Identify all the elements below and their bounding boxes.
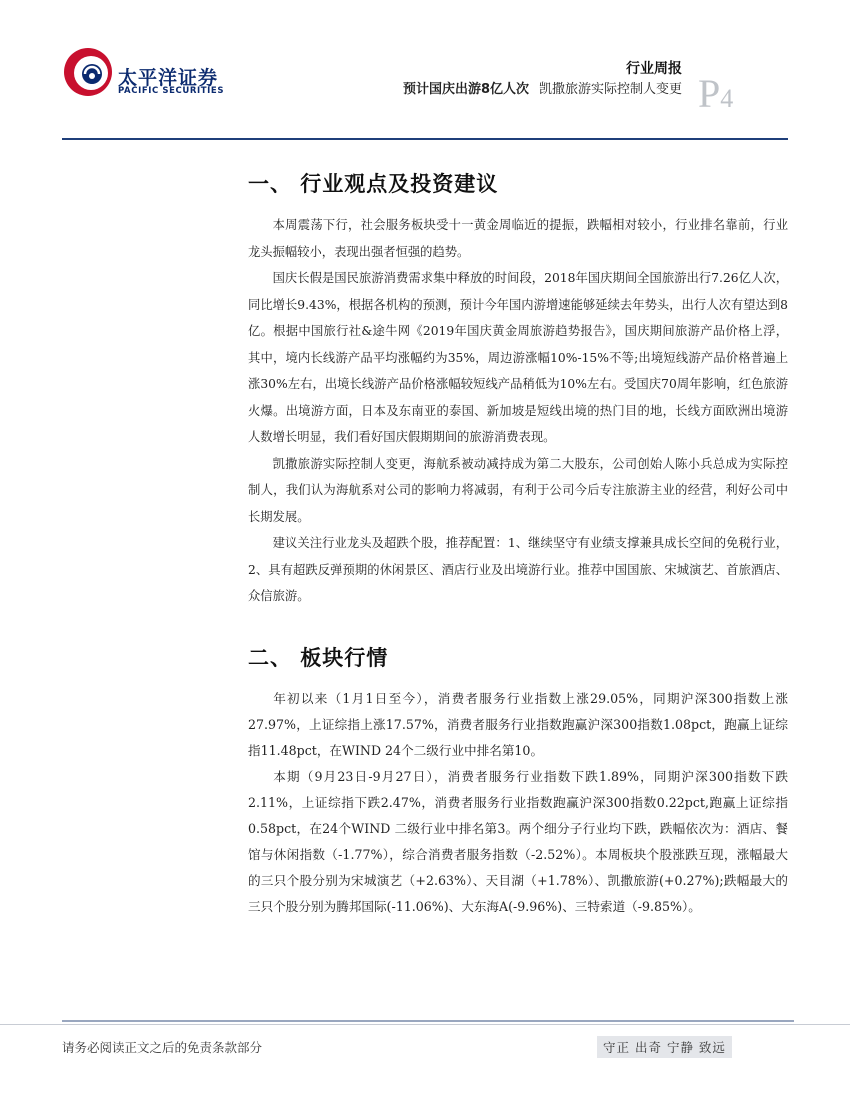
report-subtitle [403,78,682,97]
paragraph: 国庆长假是国民旅游消费需求集中释放的时间段，2018年国庆期间全国旅游出行7.26亿人次，同比增长9.43%，根据各机构的预测，预计今年国内游增速能够延续去年势头，出行人次有望达到8亿。根据中国旅行社&途牛网《2019年国庆黄金周旅游趋势报告》，国庆期间旅游产品价格上浮，其中，境内长线游产品平均涨幅约为35%，周边游涨幅10%-15%不等;出境短线游产品价格普遍上涨30%左右，出境长线游产品价格涨幅较短线产品稍低为10%左右。受国庆70周年影响，红色旅游火爆。出境游方面，日本及东南亚的泰国、新加坡是短线出境的热门目的地，长线方面欧洲出境游人数增长明显，我们看好国庆假期期间的旅游消费表现。 [248,271,788,444]
page-number [698,71,734,119]
footer-motto: 守正 出奇 宁静 致远 [597,1036,732,1058]
main-content [248,160,788,920]
header-divider [62,138,788,140]
footer-divider-thin [0,1024,850,1025]
paragraph: 本期（9月23日-9月27日），消费者服务行业指数下跌1.89%，同期沪深300指数下跌2.11%，上证综指下跌2.47%，消费者服务行业指数跑赢沪深300指数0.22pct,跑赢上证综指0.58pct，在24个WIND 二级行业中排名第3。两个细分子行业均下跌，跌幅依次为：酒店、餐馆与休闲指数（-1.77%），综合消费者服务指数（-2.52%）。本周板块个股涨跌互现，涨幅最大的三只个股分别为宋城演艺（+2.63%）、天目湖（+1.78%）、凯撒旅游(+0.27%);跌幅最大的三只个股分别为腾邦国际(-11.06%)、大东海A(-9.96%)、三特索道（-9.85%）。 [248,768,788,914]
subtitle-secondary: 凯撒旅游实际控制人变更 [538,82,682,97]
section-heading-2: 二、 板块行情 [248,645,389,670]
report-type: 行业周报 [626,61,682,77]
subtitle-headline: 预计国庆出游8亿人次 [402,82,529,97]
footer-divider [62,1020,794,1022]
footer-disclaimer: 请务必阅读正文之后的免责条款部分 [62,1040,263,1055]
logo-text-en: PACIFIC SECURITIES [118,86,225,96]
section-heading-1: 一、 行业观点及投资建议 [248,172,499,196]
paragraph: 年初以来（1月1日至今），消费者服务行业指数上涨29.05%，同期沪深300指数上涨27.97%，上证综指上涨17.57%，消费者服务行业指数跑赢沪深300指数1.08pct，跑赢上证综指11.48pct，在WIND 24个二级行业中排名第10。 [248,690,788,758]
section-spacer [248,610,788,634]
page-letter: P [698,71,721,116]
paragraph: 本周震荡下行，社会服务板块受十一黄金周临近的提振，跌幅相对较小，行业排名靠前，行业龙头振幅较小，表现出强者恒强的趋势。 [248,218,788,259]
paragraph: 凯撒旅游实际控制人变更，海航系被动减持成为第二大股东，公司创始人陈小兵总成为实际控制人，我们认为海航系对公司的影响力将减弱，有利于公司今后专注旅游主业的经营，利好公司中长期发展。 [248,456,788,524]
company-logo [62,46,114,98]
paragraph: 建议关注行业龙头及超跌个股，推荐配置：1、继续坚守有业绩支撑兼具成长空间的免税行业，2、具有超跌反弹预期的休闲景区、酒店行业及出境游行业。推荐中国国旅、宋城演艺、首旅酒店、众信旅游。 [248,536,788,603]
logo-text-cn: 太平洋证券 [118,67,219,89]
page-digit: 4 [720,84,734,113]
